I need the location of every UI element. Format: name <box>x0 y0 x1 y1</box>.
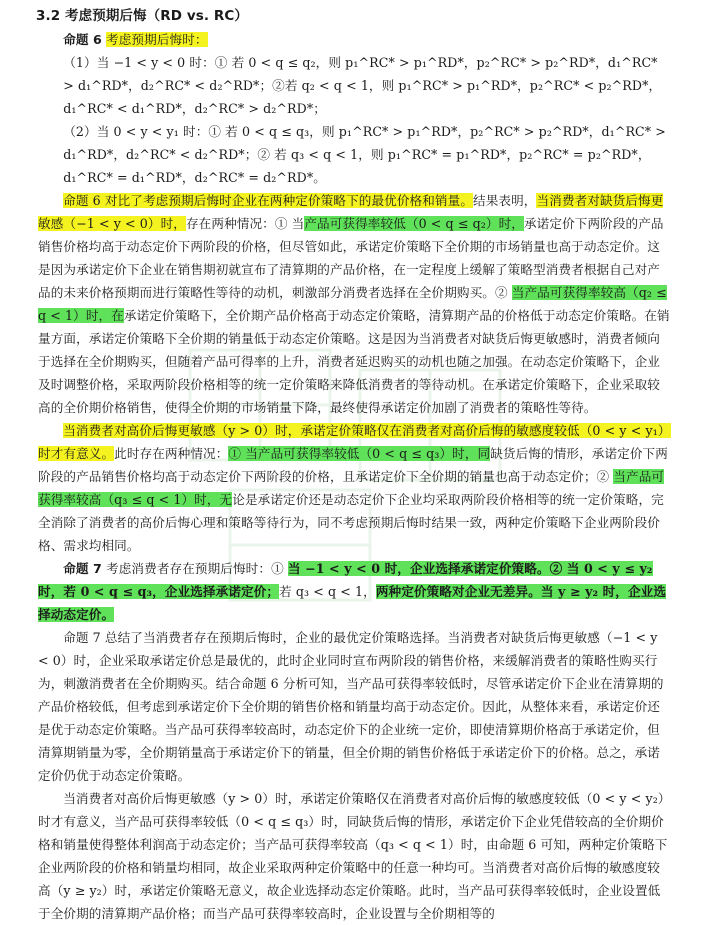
proposition-label: 命题 7 <box>63 561 102 576</box>
highlight-stockout-regret: 当消费者对缺货后悔更敏感（−1 < y < 0）时， <box>38 193 664 231</box>
highlight-prop7-rule-1: 当 −1 < y < 0 时，企业选择承诺定价策略。② 当 0 < y ≤ y₂ 时，若 0 < q ≤ q₃，企业选择承诺定价； <box>38 561 653 599</box>
article-body <box>38 4 672 925</box>
highlight-low-availability: 产品可获得率较低（0 < q ≤ q₂）时， <box>304 216 524 231</box>
highlight-high-price-regret: 当消费者对高价后悔更敏感（y > 0）时，承诺定价策略仅在消费者对高价后悔的敏感度较低（0 < y < y₁）时才有意义。 <box>38 423 671 461</box>
text-span: 若 q₃ < q < 1， <box>279 584 376 599</box>
text-span: 论是承诺定价还是动态定价下企业均采取两阶段价格相等的统一定价策略，完全消除了消费者的高价后悔心理和策略等待行为，同不考虑预期后悔时结果一致，两种定价策略下企业两阶段价格、需求均相同。 <box>38 492 664 553</box>
proposition-6-item-2: （2）当 0 < y < y₁ 时：① 若 0 < q ≤ q₃，则 p₁^RC* > p₁^RD*，p₂^RC* > p₂^RD*，d₁^RC* > d₁^RD*，d₂^RC* < d₂^RD*；② 若 q₃ < q < 1，则 p₁^RC* = p₁^RD*，p₂^RC* = p₂^RD*，d₁^RC* = d₁^RD*，d₂^RC* = d₂^RD*。 <box>63 124 666 185</box>
text-span: 缺货后悔的情形，承诺定价下两阶段的产品销售价格均高于动态定价下两阶段的价格，且承诺定价下全价期的销量也高于动态定价；② <box>38 446 668 484</box>
proposition-7 <box>38 557 672 626</box>
highlight-prop7-rule-2: 两种定价策略对企业无差异。当 y ≥ y₂ 时，企业选择动态定价。 <box>38 584 667 622</box>
paragraph-proposition-6-analysis <box>38 189 672 419</box>
text-span: 考虑消费者存在预期后悔时：① <box>106 561 284 576</box>
proposition-6-header <box>38 28 672 51</box>
proposition-label: 命题 6 <box>63 32 102 47</box>
highlight-low-availability-2: ① 当产品可获得率较低（0 < q ≤ q₃）时，同 <box>228 446 491 461</box>
paragraph-high-price-analysis: 当消费者对高价后悔更敏感（y > 0）时，承诺定价策略仅在消费者对高价后悔的敏感度较低（0 < y < y₂）时才有意义，当产品可获得率较低（0 < q ≤ q₃）时，同缺货后悔的情形，承诺定价下企业凭借较高的全价期价格和销量使得整体利润高于动态定价；当产品可获得率较高（q₃ < q < 1）时，由命题 6 可知，两种定价策略下企业两阶段的价格和销量均相同，故企业采取两种定价策略中的任意一种均可。当消费者对高价后悔的敏感度较高（y ≥ y₂）时，承诺定价策略无意义，故企业选择动态定价策略。此时，当产品可获得率较低时，企业设置低于全价期的清算期产品价格；而当产品可获得率较高时，企业设置与全价期相等的 <box>38 791 671 921</box>
text-span: 承诺定价策略下，全价期产品价格高于动态定价策略，清算期产品的价格低于动态定价策略。在销量方面，承诺定价策略下全价期的销量低于动态定价策略。这是因为当消费者对缺货后悔更敏感时，消费者倾向于选择在全价期购买，但随着产品可得率的上升，消费者延迟购买的动机也随之加强。在动态定价策略下，企业及时调整价格，采取两阶段价格相等的统一定价策略来降低消费者的等待动机。在承诺定价策略下，企业采取较高的全价期价格销售，使得全价期的市场销量下降，最终使得承诺定价加剧了消费者的策略性等待。 <box>38 308 670 415</box>
section-heading: 3.2 考虑预期后悔（RD vs. RC） <box>36 8 248 24</box>
proposition-6-item-1: （1）当 −1 < y < 0 时：① 若 0 < q ≤ q₂，则 p₁^RC* > p₁^RD*，p₂^RC* > p₂^RD*，d₁^RC* > d₁^RD*，d₂^RC* < d₂^RD*；②若 q₂ < q < 1，则 p₁^RC* > p₁^RD*，p₂^RC* < p₂^RD*，d₁^RC* < d₁^RD*，d₂^RC* > d₂^RD*； <box>63 55 662 116</box>
text-span: 结果表明， <box>473 193 537 208</box>
highlight-high-availability-2: 当产品可获得率较高（q₃ ≤ q < 1）时，无 <box>38 469 665 507</box>
text-span: 承诺定价下两阶段的产品销售价格均高于动态定价下两阶段的价格，但尽管如此，承诺定价策略下全价期的市场销量也高于动态定价。这是因为承诺定价下企业在销售期初就宣布了清算期的产品价格，在一定程度上缓解了策略型消费者根据自己对产品的未来价格预期而进行策略性等待的动机，刺激部分消费者选择在全价期购买。② <box>38 216 664 300</box>
text-span: 此时存在两种情况： <box>114 446 229 461</box>
text-span: 存在两种情况：① 当 <box>185 216 305 231</box>
highlight-high-availability: 当产品可获得率较高（q₂ ≤ q < 1）时，在 <box>38 285 667 323</box>
paragraph-proposition-7-analysis: 命题 7 总结了当消费者存在预期后悔时，企业的最优定价策略选择。当消费者对缺货后悔更敏感（−1 < y < 0）时，企业采取承诺定价总是最优的，此时企业同时宣布两阶段的销售价格，来缓解消费者的策略性购买行为，刺激消费者在全价期购买。结合命题 6 分析可知，当产品可获得率较低时，尽管承诺定价下企业在清算期的产品价格较低，但考虑到承诺定价下全价期的销售价格和销量均高于动态定价。因此，从整体来看，承诺定价还是优于动态定价策略。当产品可获得率较高时，动态定价下的企业统一定价，即使清算期价格高于承诺定价，但清算期销量为零，全价期销量高于承诺定价下的销量，但全价期的销售价格低于承诺定价下的价格。总之，承诺定价仍优于动态定价策略。 <box>38 630 664 783</box>
proposition-title: 考虑预期后悔时： <box>106 32 208 47</box>
highlight-summary: 命题 6 对比了考虑预期后悔时企业在两种定价策略下的最优价格和销量。 <box>63 193 474 208</box>
paragraph-high-price-regret <box>38 419 672 557</box>
